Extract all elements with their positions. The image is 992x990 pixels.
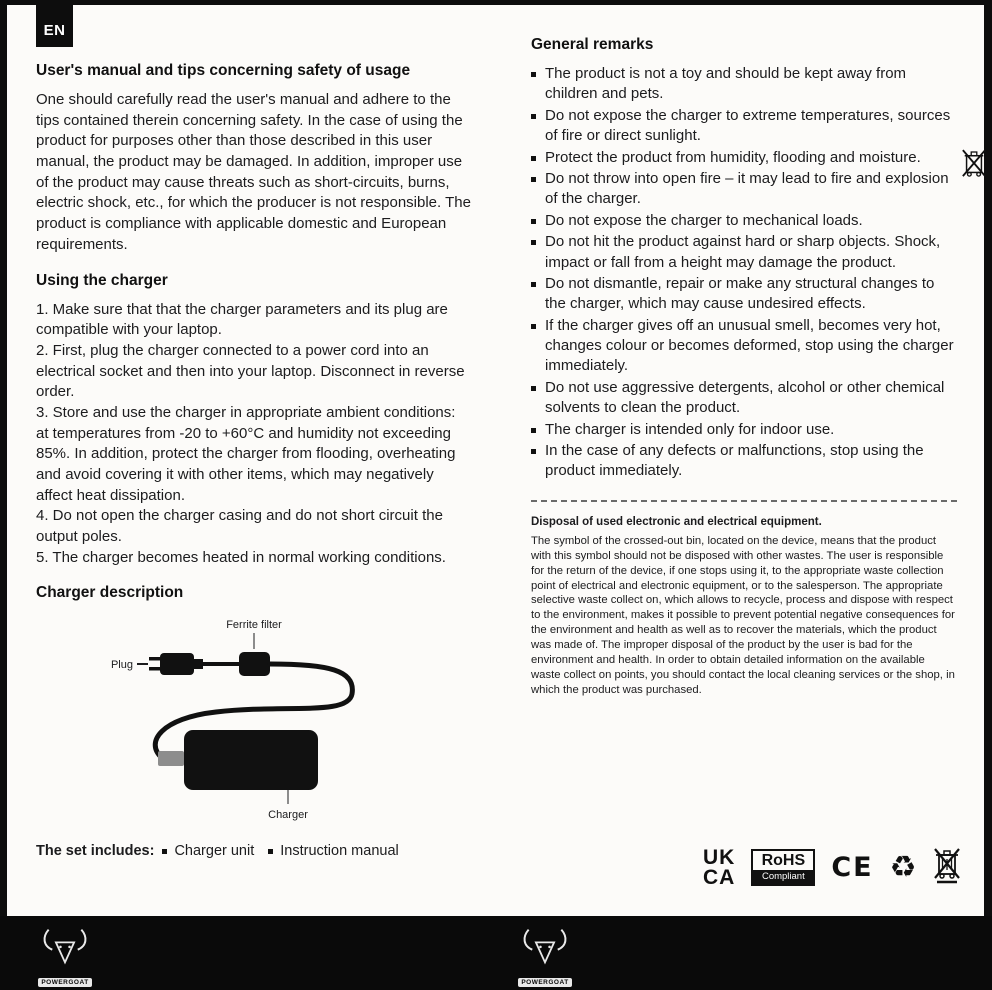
section-title-using-charger: Using the charger	[36, 271, 168, 289]
brand-name: POWERGOAT	[38, 978, 91, 987]
footer-bar	[0, 916, 992, 990]
disposal-paragraph: The symbol of the crossed-out bin, located on the device, means that the product with this symbol should not be disposed with other wastes. The user is responsible for the return of the device, if one stops using it, to the appropriate waste collection point of electrical and electronic equipment, or to the salesperson. The appropriate selective waste collect on, which allows to recycle, process and dispose with respect to the environment, makes it possible to prevent potential negative consequences for the environment and health as well as to recover the materials, which the product was made of. The improper disposal of the product by the user is bad for the environment and health. In order to obtain detailed information on the available waste collect on points, you should contact the local cleaning services or the shop, in which the product was purchased.	[531, 534, 955, 696]
ferrite-filter-label: Ferrite filter	[226, 619, 282, 632]
bullet-square-icon	[162, 849, 167, 854]
recycle-icon: ♻	[889, 849, 917, 885]
plug-prong-top	[149, 657, 160, 661]
bullet-square-icon	[531, 428, 536, 433]
bullet-square-icon	[531, 114, 536, 119]
remark-item	[531, 441, 957, 482]
list-item: 3. Store and use the charger in appropriate ambient conditions: at temperatures from -20 to +60°C and humidity not exceeding 85%. In addition, protect the charger from flooding, overheating and avoid covering it with other items, which may negatively affect heat dissipation.	[36, 403, 456, 504]
remark-item	[531, 378, 957, 419]
bullet-square-icon	[531, 282, 536, 287]
remark-text: Do not expose the charger to extreme temperatures, sources of fire or direct sunlight.	[545, 106, 951, 145]
left-column	[36, 62, 472, 859]
charger-label: Charger	[268, 809, 308, 822]
set-includes-row	[36, 843, 472, 859]
bullet-square-icon	[531, 156, 536, 161]
scan-edge-left	[0, 0, 7, 990]
remark-text: Do not dismantle, repair or make any structural changes to the charger, which may cause undesired effects.	[545, 274, 935, 313]
bullet-square-icon	[531, 324, 536, 329]
brand-logo	[34, 926, 96, 989]
remark-text: The product is not a toy and should be kept away from children and pets.	[545, 65, 907, 103]
bullet-square-icon	[268, 849, 273, 854]
ferrite-filter	[239, 652, 270, 676]
ukca-top-text: UK	[703, 846, 736, 870]
list-item: 1. Make sure that that the charger parameters and its plug are compatible with your laptop.	[36, 300, 448, 339]
remark-text: The charger is intended only for indoor use.	[545, 420, 835, 438]
dashed-divider	[531, 500, 957, 502]
goat-emblem-icon	[37, 926, 93, 966]
remark-item	[531, 274, 957, 315]
charger-body	[184, 730, 318, 790]
using-charger-list	[36, 300, 472, 569]
bullet-square-icon	[531, 386, 536, 391]
right-column	[531, 36, 957, 698]
remark-item	[531, 316, 957, 377]
list-item: 5. The charger becomes heated in normal working conditions.	[36, 548, 446, 566]
plug-label: Plug	[110, 659, 133, 672]
bullet-square-icon	[531, 177, 536, 182]
charger-diagram	[36, 612, 472, 829]
charger-diagram-illustration	[36, 612, 472, 824]
plug-prong-bottom	[149, 667, 160, 671]
bullet-square-icon	[531, 240, 536, 245]
remark-item	[531, 169, 957, 210]
remark-text: Do not throw into open fire – it may lead to fire and explosion of the charger.	[545, 169, 949, 208]
bullet-square-icon	[531, 219, 536, 224]
remark-item	[531, 148, 957, 168]
weee-bin-margin-icon	[961, 148, 987, 187]
scan-edge-top	[0, 0, 992, 5]
remark-item	[531, 232, 957, 273]
list-item: 2. First, plug the charger connected to a power cord into an electrical socket and then into your laptop. Disconnect in reverse order.	[36, 341, 465, 401]
ce-mark: CE	[831, 852, 874, 883]
plug-connector	[194, 659, 203, 669]
usage-paragraph: One should carefully read the user's manual and adhere to the tips contained therein concerning safety. In the case of using the product for purposes other than those described in this user manual, the product may be damaged. In addition, improper use of the product may cause threats such as short-circuits, burns, electric shock, etc., for which the producer is not responsible. The product is compliance with applicable domestic and European requirements.	[36, 91, 471, 253]
disposal-title: Disposal of used electronic and electrical equipment.	[531, 515, 822, 528]
bullet-square-icon	[531, 72, 536, 77]
remark-text: Protect the product from humidity, flooding and moisture.	[545, 148, 921, 166]
section-title-general-remarks: General remarks	[531, 36, 654, 53]
ukca-mark	[703, 848, 735, 887]
compliance-marks	[703, 846, 961, 889]
remark-text: Do not expose the charger to mechanical loads.	[545, 211, 863, 229]
remark-item	[531, 420, 957, 440]
remark-text: Do not hit the product against hard or sharp objects. Shock, impact or fall from a height may damage the product.	[545, 233, 941, 271]
remark-item	[531, 211, 957, 231]
rohs-mark	[751, 849, 815, 886]
section-title-usage: User's manual and tips concerning safety of usage	[36, 62, 411, 79]
remark-text: In the case of any defects or malfunctions, stop using the product immediately.	[545, 442, 924, 480]
remark-item	[531, 64, 957, 105]
list-item: 4. Do not open the charger casing and do not short circuit the output poles.	[36, 507, 443, 546]
rohs-compliant-text: Compliant	[753, 870, 813, 884]
language-badge: EN	[36, 0, 73, 47]
goat-emblem-icon	[517, 926, 573, 966]
ukca-bottom-text: CA	[703, 865, 736, 889]
rohs-text: RoHS	[761, 852, 806, 869]
weee-bin-icon	[933, 846, 961, 889]
brand-name: POWERGOAT	[518, 978, 571, 987]
set-item: Instruction manual	[280, 843, 399, 860]
general-remarks-list	[531, 64, 957, 482]
set-item: Charger unit	[174, 843, 255, 860]
section-title-charger-description: Charger description	[36, 584, 184, 602]
dc-connector	[158, 751, 184, 766]
set-includes-label: The set includes:	[36, 843, 155, 860]
brand-logo	[514, 926, 576, 989]
bullet-square-icon	[531, 449, 536, 454]
remark-text: If the charger gives off an unusual smell, becomes very hot, changes colour or becomes deformed, stop using the charger immediately.	[545, 316, 954, 375]
remark-text: Do not use aggressive detergents, alcohol or other chemical solvents to clean the product.	[545, 378, 945, 417]
plug-body	[160, 653, 194, 675]
remark-item	[531, 106, 957, 147]
